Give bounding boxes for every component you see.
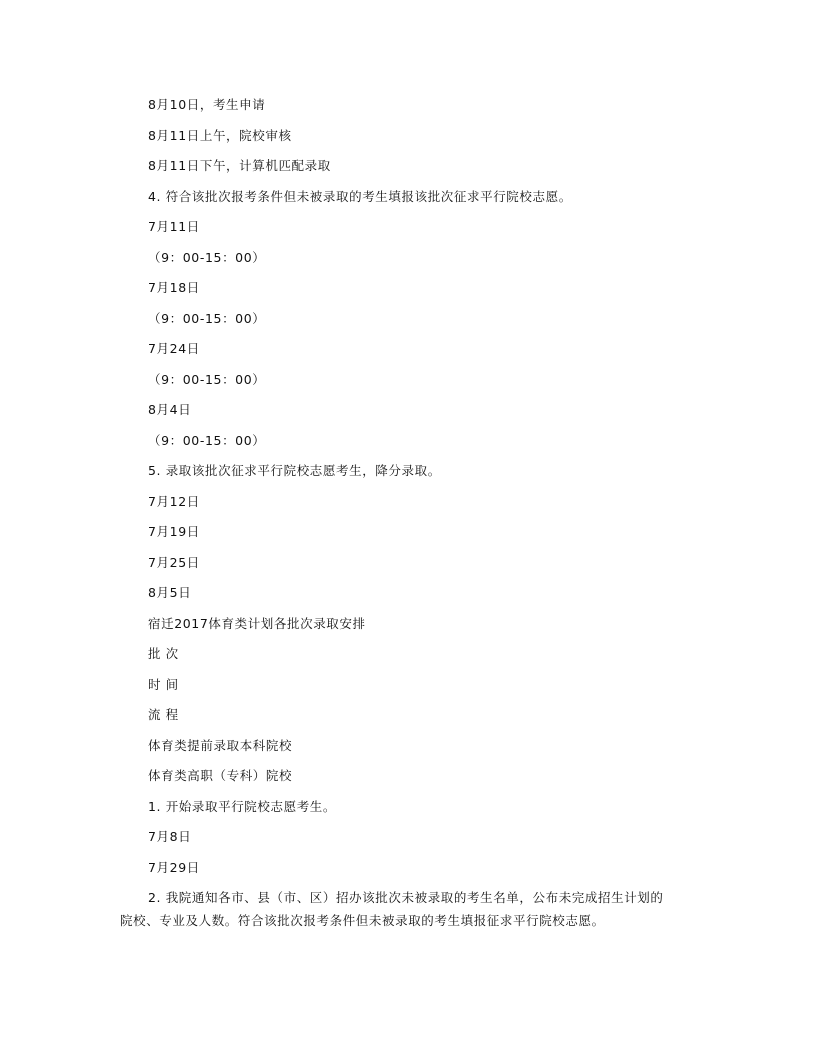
text-line: 5. 录取该批次征求平行院校志愿考生，降分录取。 — [148, 463, 441, 478]
text-line: 7月11日 — [148, 219, 200, 234]
text-line: 4. 符合该批次报考条件但未被录取的考生填报该批次征求平行院校志愿。 — [148, 189, 572, 204]
text-line: 7月24日 — [148, 341, 200, 356]
text-line: （9：00-15：00） — [148, 311, 266, 326]
text-line: 体育类提前录取本科院校 — [148, 738, 293, 753]
table-header-batch: 批 次 — [148, 646, 179, 661]
final-paragraph-line1: 2. 我院通知各市、县（市、区）招办该批次未被录取的考生名单，公布未完成招生计划的 — [148, 890, 664, 905]
text-line: 1. 开始录取平行院校志愿考生。 — [148, 799, 337, 814]
table-header-process: 流 程 — [148, 707, 179, 722]
text-line: 8月11日下午，计算机匹配录取 — [148, 158, 331, 173]
text-line: 7月12日 — [148, 494, 200, 509]
final-paragraph-line2: 院校、专业及人数。符合该批次报考条件但未被录取的考生填报征求平行院校志愿。 — [120, 913, 605, 928]
section-title: 宿迁2017体育类计划各批次录取安排 — [148, 616, 366, 631]
text-line: 8月4日 — [148, 402, 192, 417]
text-line: 体育类高职（专科）院校 — [148, 768, 293, 783]
text-line: 7月18日 — [148, 280, 200, 295]
text-line: 7月25日 — [148, 555, 200, 570]
table-header-time: 时 间 — [148, 677, 179, 692]
text-line: 8月10日，考生申请 — [148, 97, 266, 112]
text-line: （9：00-15：00） — [148, 433, 266, 448]
text-line: 7月19日 — [148, 524, 200, 539]
text-line: 7月29日 — [148, 860, 200, 875]
text-line: 8月11日上午，院校审核 — [148, 128, 292, 143]
text-line: （9：00-15：00） — [148, 250, 266, 265]
text-line: 7月8日 — [148, 829, 192, 844]
text-line: （9：00-15：00） — [148, 372, 266, 387]
text-line: 8月5日 — [148, 585, 192, 600]
